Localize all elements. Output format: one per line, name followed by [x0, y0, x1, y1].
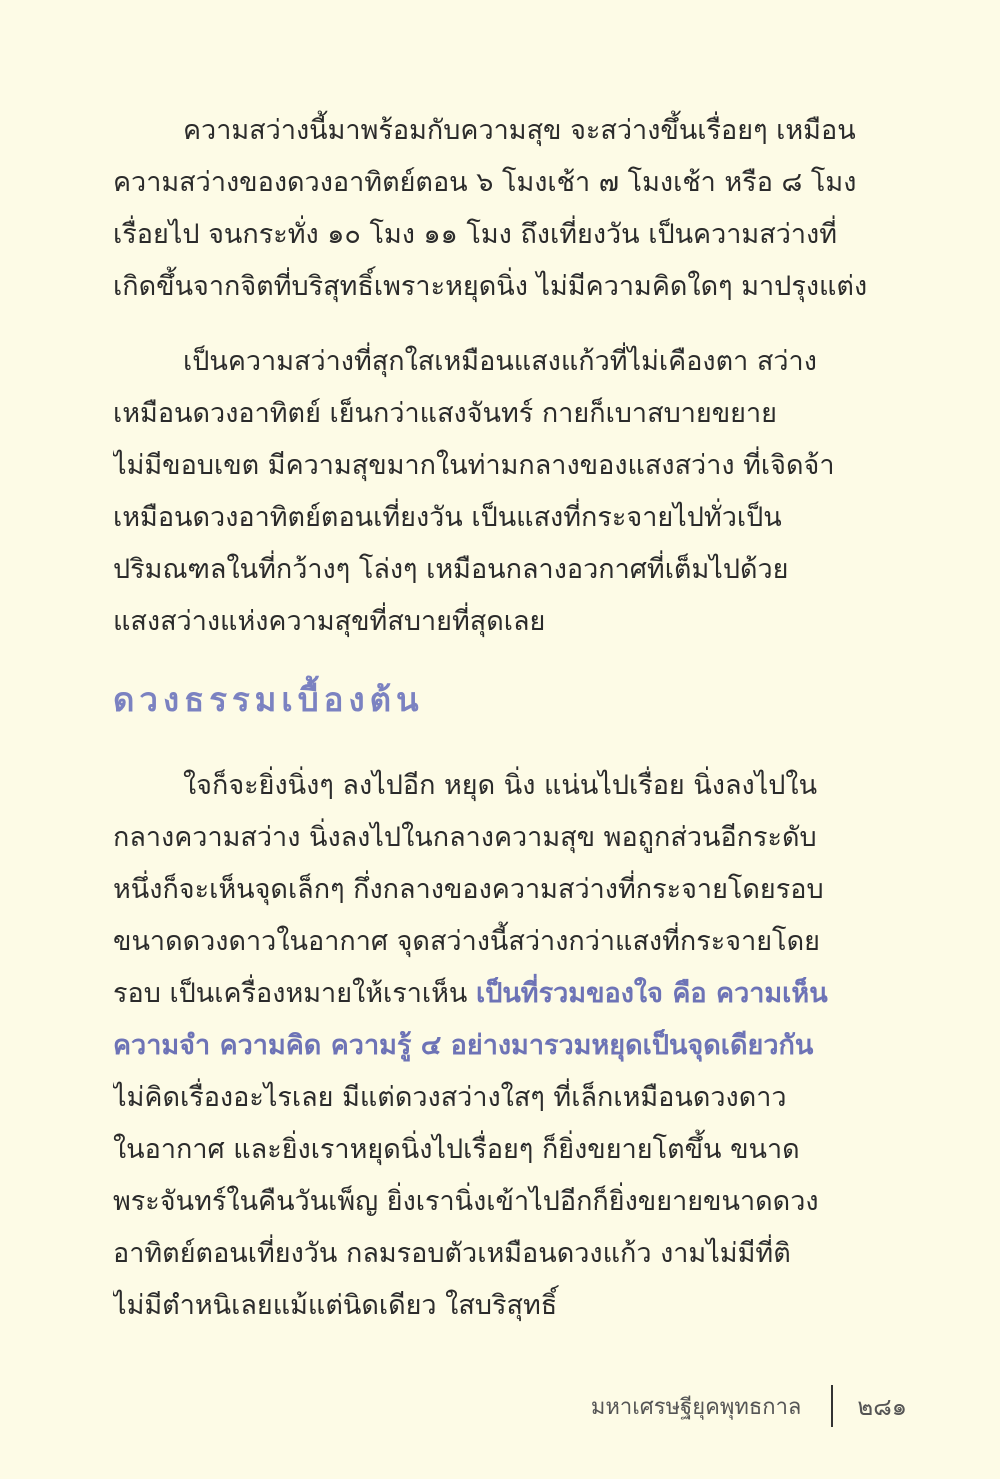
page-body — [113, 105, 887, 1332]
text-line: อาทิตย์ตอนเที่ยงวัน กลมรอบตัวเหมือนดวงแก้ว งามไม่มีที่ติ — [113, 1238, 791, 1269]
text-line: ไม่มีตำหนิเลยแม้แต่นิดเดียว ใสบริสุทธิ์ — [113, 1290, 558, 1321]
text-line: พระจันทร์ในคืนวันเพ็ญ ยิ่งเรานิ่งเข้าไปอีกก็ยิ่งขยายขนาดดวง — [113, 1186, 819, 1217]
section-heading: ดวงธรรมเบื้องต้น — [113, 680, 424, 719]
text-line: ขนาดดวงดาวในอากาศ จุดสว่างนี้สว่างกว่าแสงที่กระจายโดย — [113, 926, 820, 957]
page-number: ๒๘๑ — [857, 1392, 907, 1421]
paragraph-2 — [113, 336, 887, 648]
text-line: ไม่คิดเรื่องอะไรเลย มีแต่ดวงสว่างใสๆ ที่เล็กเหมือนดวงดาว — [113, 1082, 787, 1113]
book-title: มหาเศรษฐียุคพุทธกาล — [590, 1394, 802, 1420]
text-run: รอบ เป็นเครื่องหมายให้เราเห็น — [113, 978, 476, 1009]
text-line: เป็นความสว่างที่สุกใสเหมือนแสงแก้วที่ไม่เคืองตา สว่าง — [183, 346, 817, 377]
text-line: เหมือนดวงอาทิตย์ตอนเที่ยงวัน เป็นแสงที่กระจายไปทั่วเป็น — [113, 502, 782, 533]
text-line: ปริมณฑลในที่กว้างๆ โล่งๆ เหมือนกลางอวกาศที่เต็มไปด้วย — [113, 554, 789, 585]
text-line: ในอากาศ และยิ่งเราหยุดนิ่งไปเรื่อยๆ ก็ยิ่งขยายโตขึ้น ขนาด — [113, 1134, 800, 1165]
page-footer — [591, 1383, 907, 1429]
text-line: เหมือนดวงอาทิตย์ เย็นกว่าแสงจันทร์ กายก็เบาสบายขยาย — [113, 398, 777, 429]
paragraph-1 — [113, 105, 887, 313]
text-line: เรื่อยไป จนกระทั่ง ๑๐ โมง ๑๑ โมง ถึงเที่ยงวัน เป็นความสว่างที่ — [113, 219, 838, 250]
text-line: ความสว่างนี้มาพร้อมกับความสุข จะสว่างขึ้นเรื่อยๆ เหมือน — [183, 115, 856, 146]
text-line: กลางความสว่าง นิ่งลงไปในกลางความสุข พอถูกส่วนอีกระดับ — [113, 822, 817, 853]
text-line: ไม่มีขอบเขต มีความสุขมากในท่ามกลางของแสงสว่าง ที่เจิดจ้า — [113, 450, 835, 481]
text-line: ความสว่างของดวงอาทิตย์ตอน ๖ โมงเช้า ๗ โมงเช้า หรือ ๘ โมง — [113, 167, 857, 198]
paragraph-3 — [113, 760, 887, 1332]
highlighted-text: เป็นที่รวมของใจ คือ ความเห็น — [475, 978, 828, 1009]
text-line: หนึ่งก็จะเห็นจุดเล็กๆ กึ่งกลางของความสว่างที่กระจายโดยรอบ — [113, 874, 824, 905]
text-line: เกิดขึ้นจากจิตที่บริสุทธิ์เพราะหยุดนิ่ง ไม่มีความคิดใดๆ มาปรุงแต่ง — [113, 271, 868, 302]
text-line — [113, 968, 887, 1020]
text-line: ใจก็จะยิ่งนิ่งๆ ลงไปอีก หยุด นิ่ง แน่นไปเรื่อย นิ่งลงไปใน — [183, 770, 818, 801]
footer-divider — [831, 1385, 833, 1427]
text-line: แสงสว่างแห่งความสุขที่สบายที่สุดเลย — [113, 606, 546, 637]
highlighted-text: ความจำ ความคิด ความรู้ ๔ อย่างมารวมหยุดเป็นจุดเดียวกัน — [113, 1030, 814, 1061]
